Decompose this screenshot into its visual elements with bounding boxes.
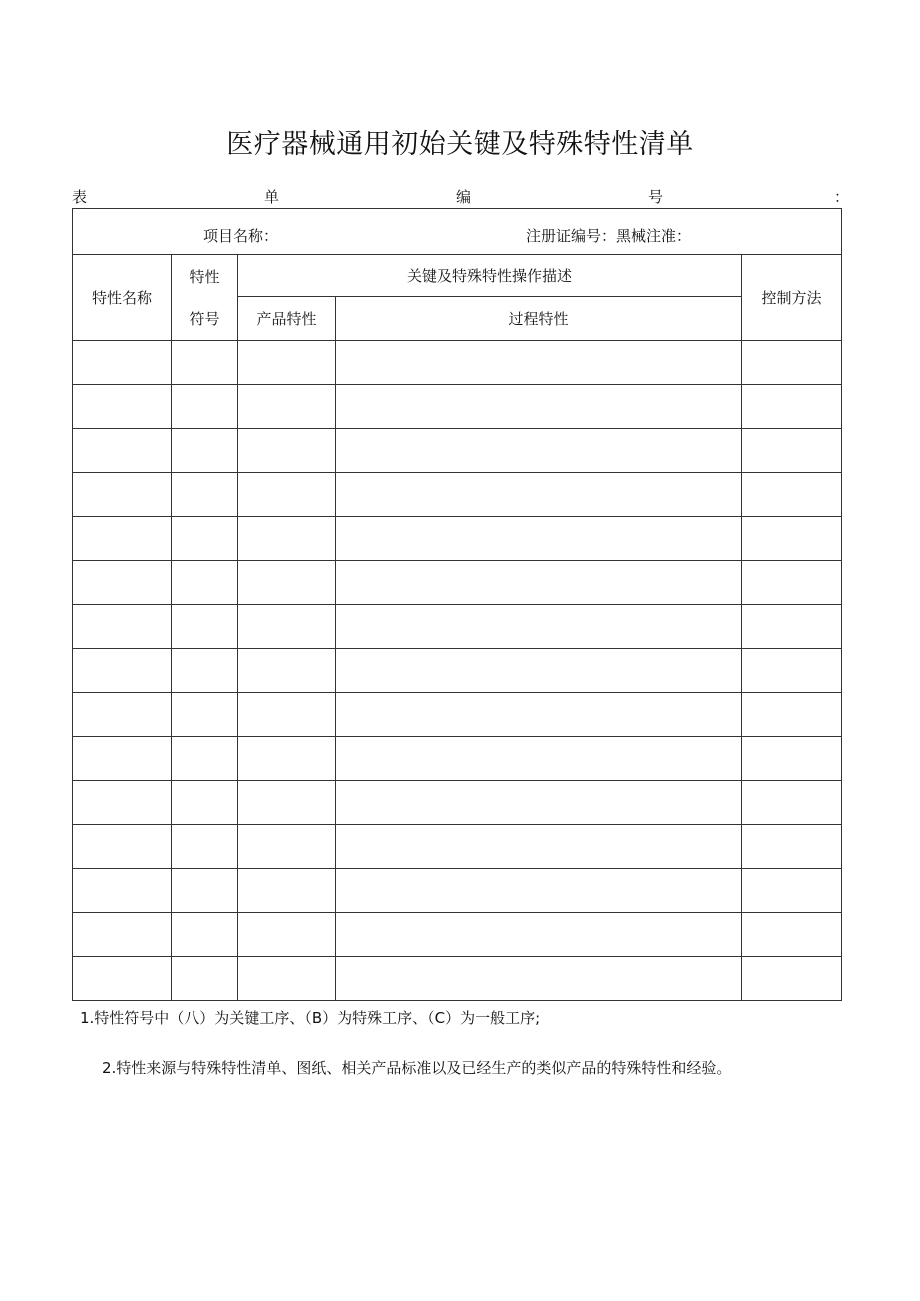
cell-product-characteristic[interactable] <box>238 561 336 605</box>
cell-characteristic-name[interactable] <box>73 429 172 473</box>
cell-control-method[interactable] <box>742 737 842 781</box>
cell-characteristic-name[interactable] <box>73 957 172 1001</box>
cell-control-method[interactable] <box>742 693 842 737</box>
cell-symbol[interactable] <box>172 869 238 913</box>
cell-product-characteristic[interactable] <box>238 913 336 957</box>
cell-characteristic-name[interactable] <box>73 869 172 913</box>
cell-characteristic-name[interactable] <box>73 649 172 693</box>
cell-characteristic-name[interactable] <box>73 517 172 561</box>
table-row <box>73 781 842 825</box>
registration-label: 注册证编号：黑械注准： <box>526 227 692 245</box>
cell-process-characteristic[interactable] <box>336 649 742 693</box>
cell-symbol[interactable] <box>172 957 238 1001</box>
cell-characteristic-name[interactable] <box>73 385 172 429</box>
header-characteristic-name: 特性名称 <box>73 255 172 341</box>
cell-process-characteristic[interactable] <box>336 341 742 385</box>
cell-control-method[interactable] <box>742 561 842 605</box>
cell-symbol[interactable] <box>172 385 238 429</box>
cell-process-characteristic[interactable] <box>336 385 742 429</box>
form-number-line <box>72 186 850 208</box>
cell-process-characteristic[interactable] <box>336 517 742 561</box>
cell-process-characteristic[interactable] <box>336 781 742 825</box>
cell-symbol[interactable] <box>172 693 238 737</box>
cell-process-characteristic[interactable] <box>336 913 742 957</box>
cell-control-method[interactable] <box>742 429 842 473</box>
note-1: 1.特性符号中（八）为关键工序、（B）为特殊工序、（C）为一般工序; <box>80 1009 541 1027</box>
cell-process-characteristic[interactable] <box>336 693 742 737</box>
cell-symbol[interactable] <box>172 429 238 473</box>
cell-control-method[interactable] <box>742 913 842 957</box>
cell-symbol[interactable] <box>172 517 238 561</box>
cell-symbol[interactable] <box>172 473 238 517</box>
project-name-label: 项目名称： <box>203 227 279 245</box>
cell-product-characteristic[interactable] <box>238 869 336 913</box>
cell-symbol[interactable] <box>172 781 238 825</box>
header-description-group: 关键及特殊特性操作描述 <box>238 255 742 297</box>
cell-process-characteristic[interactable] <box>336 825 742 869</box>
cell-process-characteristic[interactable] <box>336 429 742 473</box>
cell-control-method[interactable] <box>742 341 842 385</box>
header-process-characteristic: 过程特性 <box>336 297 742 341</box>
cell-control-method[interactable] <box>742 957 842 1001</box>
cell-product-characteristic[interactable] <box>238 737 336 781</box>
cell-product-characteristic[interactable] <box>238 473 336 517</box>
header-symbol-line2: 符号 <box>189 309 220 328</box>
cell-control-method[interactable] <box>742 781 842 825</box>
form-number-char: 单 <box>264 188 280 206</box>
form-number-char: 编 <box>456 188 472 206</box>
info-cell <box>73 209 842 255</box>
cell-product-characteristic[interactable] <box>238 957 336 1001</box>
header-product-characteristic: 产品特性 <box>238 297 336 341</box>
cell-product-characteristic[interactable] <box>238 341 336 385</box>
cell-symbol[interactable] <box>172 341 238 385</box>
cell-characteristic-name[interactable] <box>73 781 172 825</box>
form-number-char: 表 <box>72 188 88 206</box>
cell-process-characteristic[interactable] <box>336 473 742 517</box>
page-title: 医疗器械通用初始关键及特殊特性清单 <box>226 129 694 160</box>
cell-control-method[interactable] <box>742 869 842 913</box>
cell-characteristic-name[interactable] <box>73 341 172 385</box>
cell-product-characteristic[interactable] <box>238 781 336 825</box>
form-number-char: ： <box>834 188 850 206</box>
table-row <box>73 913 842 957</box>
header-control-method: 控制方法 <box>742 255 842 341</box>
cell-control-method[interactable] <box>742 605 842 649</box>
cell-process-characteristic[interactable] <box>336 561 742 605</box>
table-row <box>73 957 842 1001</box>
cell-symbol[interactable] <box>172 561 238 605</box>
cell-characteristic-name[interactable] <box>73 605 172 649</box>
table-row <box>73 649 842 693</box>
table-row <box>73 473 842 517</box>
cell-symbol[interactable] <box>172 649 238 693</box>
table-row <box>73 737 842 781</box>
form-number-char: 号 <box>648 188 664 206</box>
cell-characteristic-name[interactable] <box>73 473 172 517</box>
cell-control-method[interactable] <box>742 825 842 869</box>
table-row <box>73 869 842 913</box>
table-row <box>73 825 842 869</box>
cell-symbol[interactable] <box>172 825 238 869</box>
cell-process-characteristic[interactable] <box>336 957 742 1001</box>
cell-product-characteristic[interactable] <box>238 385 336 429</box>
cell-product-characteristic[interactable] <box>238 517 336 561</box>
cell-control-method[interactable] <box>742 649 842 693</box>
cell-control-method[interactable] <box>742 517 842 561</box>
cell-symbol[interactable] <box>172 605 238 649</box>
cell-product-characteristic[interactable] <box>238 649 336 693</box>
cell-symbol[interactable] <box>172 913 238 957</box>
cell-control-method[interactable] <box>742 473 842 517</box>
cell-process-characteristic[interactable] <box>336 605 742 649</box>
table-row <box>73 693 842 737</box>
table-body <box>73 341 842 1001</box>
note-2: 2.特性来源与特殊特性清单、图纸、相关产品标准以及已经生产的类似产品的特殊特性和经验。 <box>102 1059 732 1077</box>
cell-characteristic-name[interactable] <box>73 825 172 869</box>
table-row <box>73 385 842 429</box>
table-row <box>73 429 842 473</box>
cell-characteristic-name[interactable] <box>73 913 172 957</box>
table-row <box>73 605 842 649</box>
cell-characteristic-name[interactable] <box>73 693 172 737</box>
cell-control-method[interactable] <box>742 385 842 429</box>
cell-process-characteristic[interactable] <box>336 869 742 913</box>
cell-product-characteristic[interactable] <box>238 825 336 869</box>
cell-characteristic-name[interactable] <box>73 561 172 605</box>
cell-symbol[interactable] <box>172 737 238 781</box>
cell-characteristic-name[interactable] <box>73 737 172 781</box>
header-symbol <box>172 255 238 341</box>
table-row <box>73 341 842 385</box>
table-row <box>73 561 842 605</box>
cell-product-characteristic[interactable] <box>238 605 336 649</box>
table-row <box>73 517 842 561</box>
header-symbol-line1: 特性 <box>189 267 220 286</box>
cell-product-characteristic[interactable] <box>238 693 336 737</box>
cell-process-characteristic[interactable] <box>336 737 742 781</box>
characteristics-table <box>72 208 842 1001</box>
cell-product-characteristic[interactable] <box>238 429 336 473</box>
